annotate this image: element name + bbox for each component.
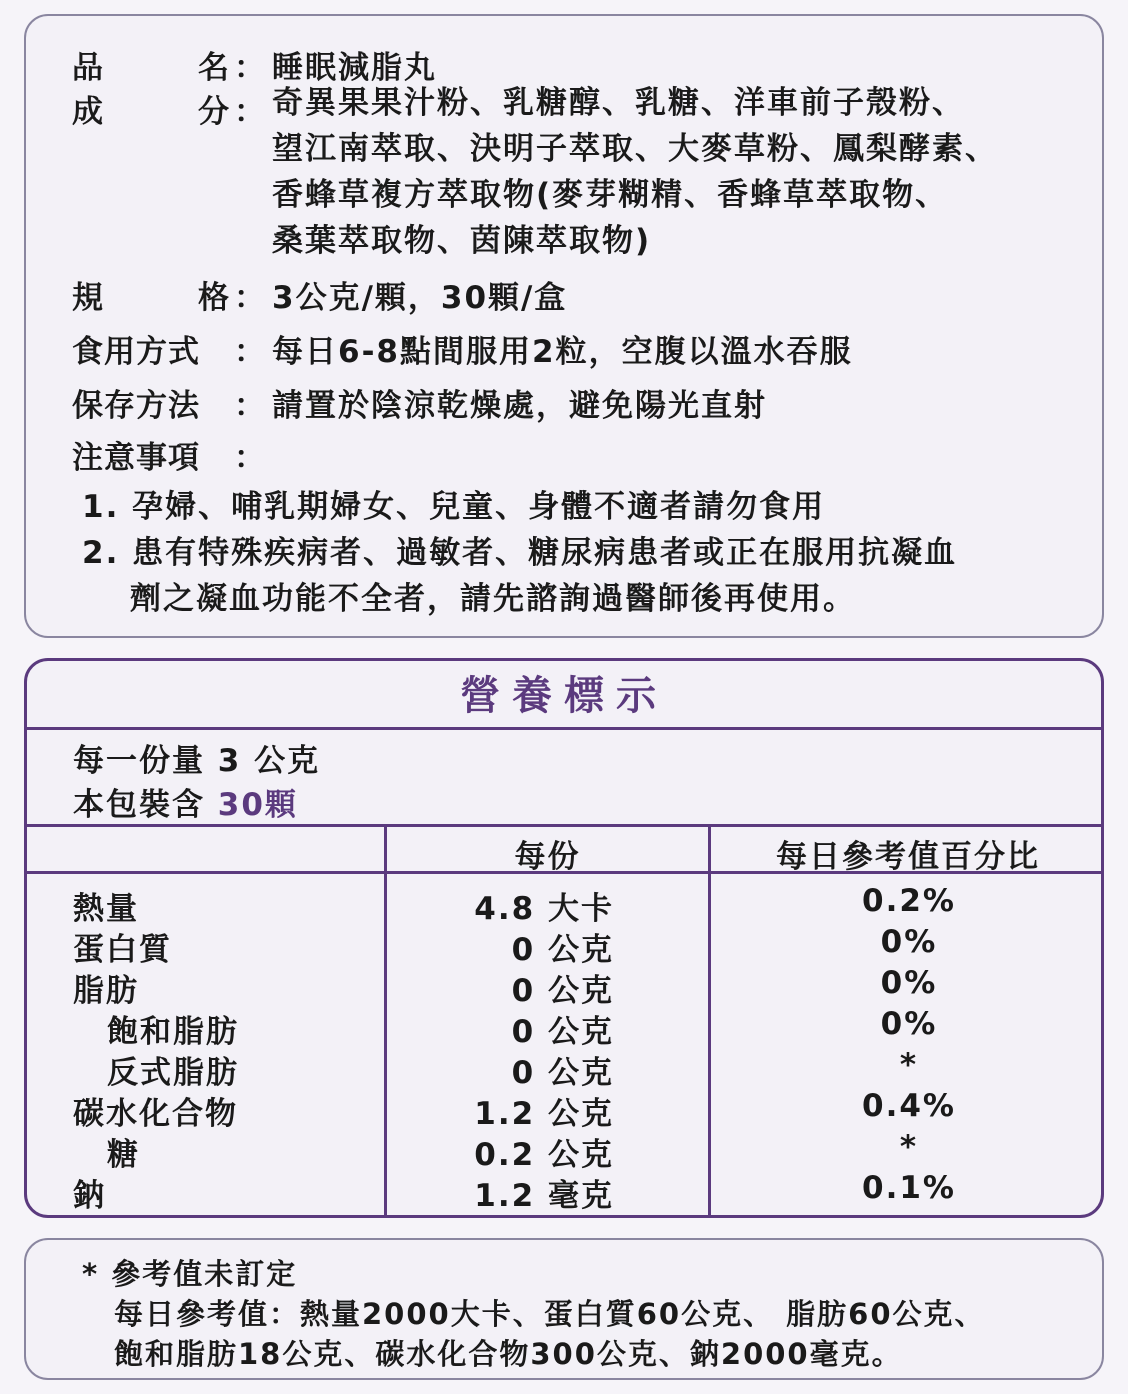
- footnote-panel: [24, 1238, 1104, 1380]
- table-row: [27, 1047, 1101, 1091]
- product-name-label: 品 名: [72, 50, 230, 86]
- note-item: 2. 患有特殊疾病者、過敏者、糖尿病患者或正在服用抗凝血: [82, 535, 958, 571]
- ingredients-line: 望江南萃取、決明子萃取、大麥草粉、鳳梨酵素、: [272, 131, 998, 167]
- package-label: 本包裝含: [73, 787, 205, 823]
- table-row: [27, 1088, 1101, 1132]
- nutrient-per-serving: 0.2 公克: [474, 1137, 614, 1173]
- nutrient-per-serving: 0 公克: [511, 932, 614, 968]
- table-header-divider: [27, 871, 1101, 874]
- nutrient-name: 脂肪: [73, 973, 139, 1009]
- nutrient-name: 糖: [107, 1137, 140, 1173]
- nutrition-facts-panel: [24, 658, 1104, 1218]
- nutrient-per-serving: 1.2 毫克: [474, 1178, 614, 1214]
- table-divider: [27, 824, 1101, 827]
- product-name-value: 睡眠減脂丸: [272, 50, 437, 86]
- ingredients-line: 桑葉萃取物、茵陳萃取物): [272, 223, 652, 259]
- ingredients-label: 成 分: [72, 94, 230, 130]
- nutrient-daily-percent: *: [899, 1047, 919, 1083]
- product-info-panel: [24, 14, 1104, 638]
- usage-label: 食用方式: [72, 334, 200, 370]
- note-item: 1. 孕婦、哺乳期婦女、兒童、身體不適者請勿食用: [82, 489, 826, 525]
- storage-label: 保存方法: [72, 388, 200, 424]
- nutrient-per-serving: 4.8 大卡: [474, 891, 614, 927]
- storage-value: 請置於陰涼乾燥處，避免陽光直射: [272, 388, 767, 424]
- column-header-per-serving: 每份: [514, 839, 581, 875]
- package-value: 30顆: [217, 787, 298, 823]
- ingredients-value: [272, 80, 998, 264]
- nutrient-daily-percent: 0.1%: [862, 1170, 956, 1206]
- serving-label: 每一份量: [73, 743, 205, 779]
- serving-size: [73, 735, 320, 780]
- nutrient-name: 熱量: [73, 891, 139, 927]
- table-row: [27, 1129, 1101, 1173]
- notes-list: [82, 484, 957, 622]
- nutrient-per-serving: 0 公克: [511, 1055, 614, 1091]
- nutrient-per-serving: 1.2 公克: [474, 1096, 614, 1132]
- nutrient-per-serving: 0 公克: [511, 1014, 614, 1050]
- table-row: [27, 1170, 1101, 1214]
- table-row: [27, 965, 1101, 1009]
- column-header-daily-percent: 每日參考值百分比: [776, 839, 1040, 875]
- note-item-continued: 劑之凝血功能不全者，請先諮詢過醫師後再使用。: [130, 581, 856, 617]
- spec-value: 3公克/顆，30顆/盒: [272, 280, 568, 316]
- nutrient-name: 蛋白質: [73, 932, 172, 968]
- table-row: [27, 883, 1101, 927]
- notes-label: 注意事項: [72, 440, 200, 476]
- table-row: [27, 924, 1101, 968]
- nutrient-daily-percent: 0.4%: [862, 1088, 956, 1124]
- nutrient-daily-percent: 0.2%: [862, 883, 956, 919]
- package-count: [73, 779, 298, 824]
- nutrient-name: 飽和脂肪: [107, 1014, 239, 1050]
- nutrient-per-serving: 0 公克: [511, 973, 614, 1009]
- footnote-daily-reference: 每日參考值：熱量2000大卡、蛋白質60公克、 脂肪60公克、: [114, 1297, 986, 1331]
- colon: ：: [234, 280, 266, 316]
- table-row: [27, 1006, 1101, 1050]
- colon: ：: [234, 94, 266, 130]
- nutrient-name: 碳水化合物: [73, 1096, 238, 1132]
- ingredients-line: 奇異果果汁粉、乳糖醇、乳糖、洋車前子殼粉、: [272, 85, 965, 121]
- nutrient-daily-percent: *: [899, 1129, 919, 1165]
- colon: ：: [234, 440, 266, 476]
- colon: ：: [234, 50, 266, 86]
- footnote-daily-reference-continued: 飽和脂肪18公克、碳水化合物300公克、鈉2000毫克。: [114, 1337, 903, 1371]
- ingredients-line: 香蜂草複方萃取物(麥芽糊精、香蜂草萃取物、: [272, 177, 949, 213]
- footnote-asterisk-note: * 參考值未訂定: [82, 1257, 298, 1291]
- serving-value: 3 公克: [217, 743, 321, 779]
- nutrient-daily-percent: 0%: [880, 1006, 938, 1042]
- nutrition-title: 營養標示: [27, 661, 1101, 730]
- usage-value: 每日6-8點間服用2粒，空腹以溫水吞服: [272, 334, 853, 370]
- nutrient-daily-percent: 0%: [880, 924, 938, 960]
- colon: ：: [234, 334, 266, 370]
- nutrient-name: 鈉: [73, 1178, 106, 1214]
- colon: ：: [234, 388, 266, 424]
- nutrient-daily-percent: 0%: [880, 965, 938, 1001]
- spec-label: 規 格: [72, 280, 230, 316]
- nutrient-name: 反式脂肪: [107, 1055, 239, 1091]
